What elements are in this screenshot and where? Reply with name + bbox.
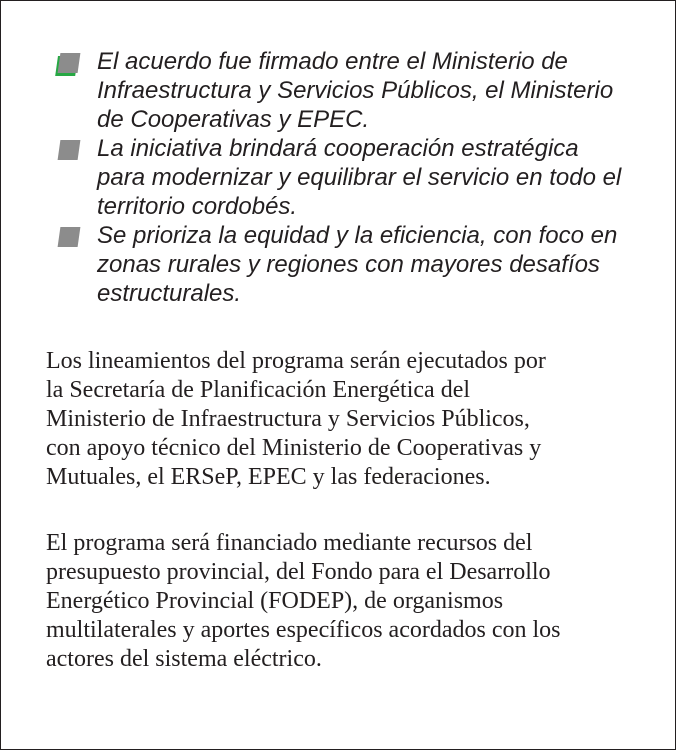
highlight-line: territorio cordobés. bbox=[97, 193, 298, 220]
paragraph-line: la Secretaría de Planificación Energética del bbox=[46, 377, 471, 403]
highlight-line: para modernizar y equilibrar el servicio en todo el bbox=[97, 164, 622, 191]
highlight-line: zonas rurales y regiones con mayores desafíos bbox=[97, 251, 600, 278]
paragraph-line: Los lineamientos del programa serán ejecutados por bbox=[46, 348, 546, 374]
highlight-line: Infraestructura y Servicios Públicos, el Ministerio bbox=[97, 77, 614, 104]
paragraph-line: con apoyo técnico del Ministerio de Cooperativas y bbox=[46, 435, 542, 461]
paragraph-line: presupuesto provincial, del Fondo para el Desarrollo bbox=[46, 559, 551, 585]
paragraph-line: multilaterales y aportes específicos acordados con los bbox=[46, 617, 561, 643]
body-paragraph bbox=[46, 347, 646, 492]
paragraph-line: Mutuales, el ERSeP, EPEC y las federaciones. bbox=[46, 464, 491, 490]
square-bullet-icon bbox=[58, 53, 81, 73]
paragraph-line: actores del sistema eléctrico. bbox=[46, 646, 322, 672]
paragraph-line: Ministerio de Infraestructura y Servicios Públicos, bbox=[46, 406, 530, 432]
highlight-item bbox=[55, 221, 655, 308]
body-paragraph bbox=[46, 529, 646, 674]
highlight-item bbox=[55, 134, 655, 221]
highlight-line: Se prioriza la equidad y la eficiencia, con foco en bbox=[97, 222, 618, 249]
highlight-item bbox=[55, 47, 655, 134]
highlight-line: de Cooperativas y EPEC. bbox=[97, 106, 370, 133]
highlight-line: estructurales. bbox=[97, 280, 242, 307]
square-bullet-icon bbox=[58, 227, 81, 247]
paragraph-line: El programa será financiado mediante recursos del bbox=[46, 530, 533, 556]
square-bullet-icon bbox=[58, 140, 81, 160]
paragraph-line: Energético Provincial (FODEP), de organismos bbox=[46, 588, 504, 614]
highlight-line: La iniciativa brindará cooperación estratégica bbox=[97, 135, 579, 162]
highlights-list bbox=[55, 47, 655, 308]
highlight-line: El acuerdo fue firmado entre el Ministerio de bbox=[97, 48, 568, 75]
